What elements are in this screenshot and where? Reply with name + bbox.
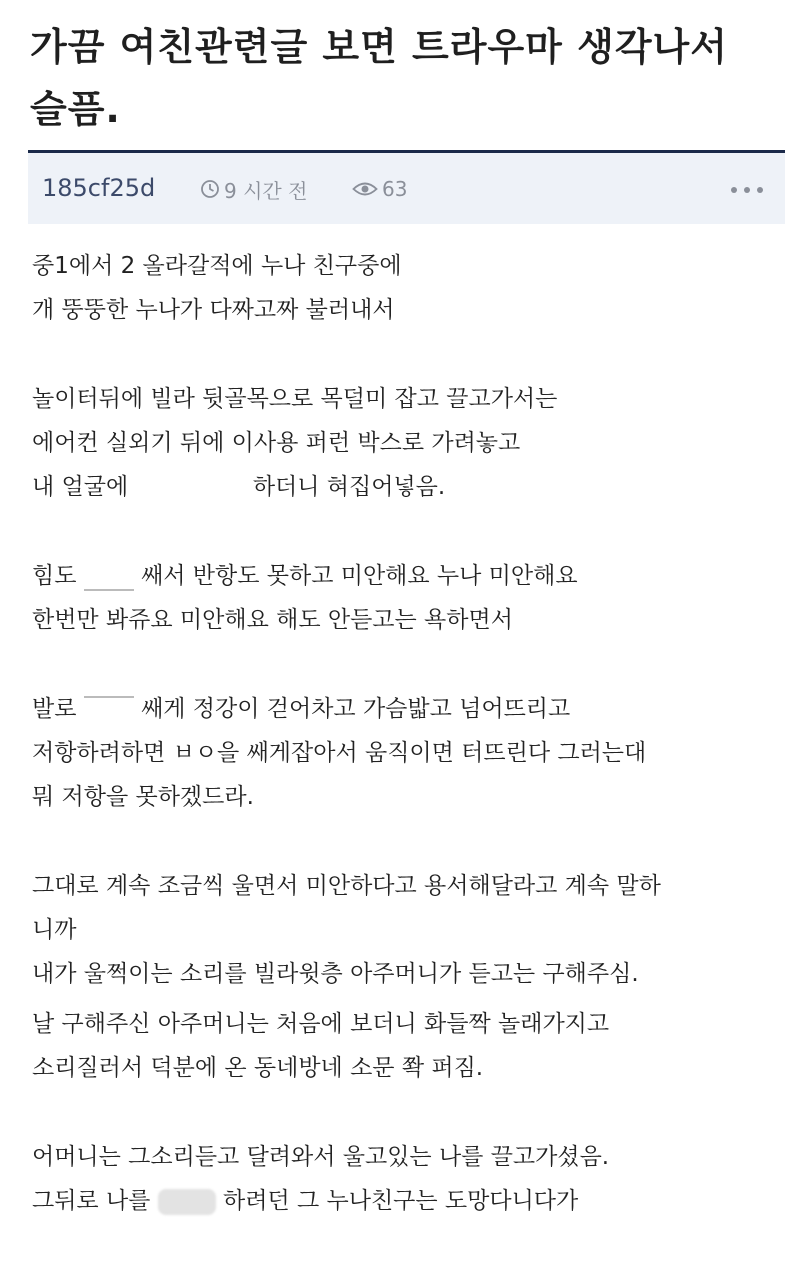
body-line	[32, 1179, 777, 1223]
body-line	[32, 554, 777, 598]
body-line: 저항하려하면 ㅂㅇ을 쌔게잡아서 움직이면 터뜨린다 그러는대	[32, 740, 647, 766]
post-time-text: 9 시간 전	[224, 178, 308, 203]
redacted-area	[84, 563, 134, 591]
body-text: 그뒤로 나를	[32, 1188, 151, 1214]
paragraph-5	[32, 864, 777, 996]
post-views	[352, 176, 407, 202]
body-text: 내 얼굴에	[32, 474, 129, 500]
more-options-button[interactable]	[727, 173, 767, 203]
paragraph-7	[32, 1135, 777, 1223]
body-line: 한번만 봐쥬요 미안해요 해도 안듣고는 욕하면서	[32, 607, 513, 633]
body-text: 발로	[32, 696, 77, 722]
body-line: 날 구해주신 아주머니는 처음에 보더니 화들짝 놀래가지고	[32, 1011, 610, 1037]
body-text: 하더니 혀집어넣음.	[252, 474, 446, 500]
post-meta-bar	[28, 150, 785, 224]
paragraph-4	[32, 687, 777, 819]
paragraph-3	[32, 554, 777, 642]
post-time	[200, 176, 307, 202]
body-line	[32, 687, 777, 731]
body-line: 개 뚱뚱한 누나가 다짜고짜 불러내서	[32, 297, 395, 323]
body-line: 뭐 저항을 못하겠드라.	[32, 784, 254, 810]
body-line: 놀이터뒤에 빌라 뒷골목으로 목덜미 잡고 끌고가서는	[32, 386, 558, 412]
body-text: 쌔서 반항도 못하고 미안해요 누나 미안해요	[141, 563, 578, 589]
redacted-area	[158, 1189, 216, 1215]
paragraph-6	[32, 1002, 777, 1090]
body-line: 에어컨 실외기 뒤에 이사용 퍼런 박스로 가려놓고	[32, 430, 521, 456]
body-line: 중1에서 2 올라갈적에 누나 친구중에	[32, 253, 402, 279]
paragraph-2	[32, 377, 777, 509]
redacted-area	[136, 473, 246, 503]
body-text: 힘도	[32, 563, 77, 589]
paragraph-1	[32, 244, 777, 332]
body-line: 내가 울쩍이는 소리를 빌라윗층 아주머니가 듣고는 구해주심.	[32, 961, 639, 987]
post-body	[32, 244, 777, 1223]
body-line: 소리질러서 덕분에 온 동네방네 소문 쫙 퍼짐.	[32, 1055, 484, 1081]
body-text: 쌔게 정강이 걷어차고 가슴밟고 넘어뜨리고	[141, 696, 571, 722]
post-views-count: 63	[382, 177, 408, 201]
author-name[interactable]: 185cf25d	[42, 174, 156, 202]
body-line: 그대로 계속 조금씩 울면서 미안하다고 용서해달라고 계속 말하	[32, 873, 661, 899]
post-title: 가끔 여친관련글 보면 트라우마 생각나서 슬픔.	[30, 25, 728, 131]
body-line	[32, 465, 777, 509]
redacted-area	[84, 696, 134, 724]
body-line: 어머니는 그소리듣고 달려와서 울고있는 나를 끌고가셨음.	[32, 1144, 610, 1170]
body-text: 하려던 그 누나친구는 도망다니다가	[223, 1188, 579, 1214]
clock-icon	[200, 179, 220, 199]
body-line: 니까	[32, 917, 77, 943]
eye-icon	[352, 180, 378, 198]
more-dots-icon	[730, 179, 764, 198]
